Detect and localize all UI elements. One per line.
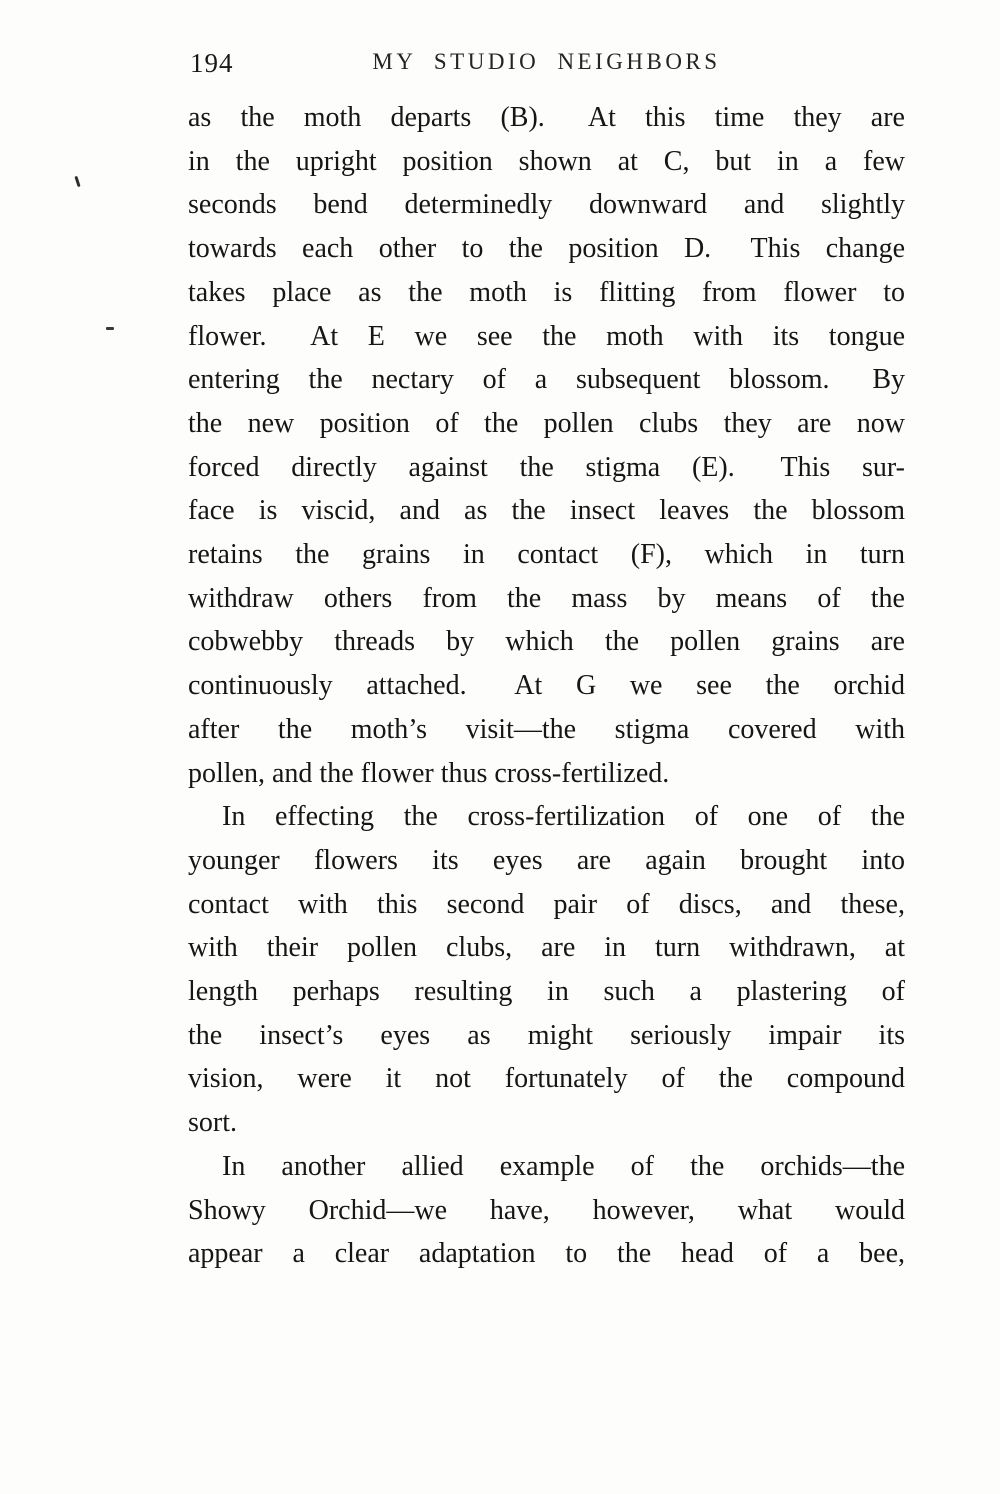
text-line: face is viscid, and as the insect leaves the blossom bbox=[188, 495, 905, 527]
text-line: continuously attached. At G we see the orchid bbox=[188, 670, 905, 702]
text-line: Showy Orchid—we have, however, what would bbox=[188, 1194, 905, 1226]
text-line: younger flowers its eyes are again brought into bbox=[188, 844, 905, 876]
text-line: entering the nectary of a subsequent blossom. By bbox=[188, 364, 905, 396]
paragraph-3 bbox=[188, 1145, 905, 1276]
text-line: length perhaps resulting in such a plastering of bbox=[188, 976, 905, 1008]
text-line: the insect’s eyes as might seriously impair its bbox=[188, 1019, 905, 1051]
text-line: vision, were it not fortunately of the compound bbox=[188, 1063, 905, 1095]
text-line: withdraw others from the mass by means of the bbox=[188, 582, 905, 614]
text-line: after the moth’s visit—the stigma covered with bbox=[188, 713, 905, 745]
paragraph-2 bbox=[188, 795, 905, 1145]
text-line: forced directly against the stigma (E). This sur- bbox=[188, 451, 905, 483]
text-line: in the upright position shown at C, but in a few bbox=[188, 145, 905, 177]
text-line: flower. At E we see the moth with its tongue bbox=[188, 320, 905, 352]
text-line: sort. bbox=[188, 1107, 237, 1139]
scan-artifact bbox=[106, 327, 114, 330]
text-line: seconds bend determinedly downward and slightly bbox=[188, 189, 905, 221]
text-line: In effecting the cross-fertilization of one of the bbox=[222, 801, 905, 833]
text-line: cobwebby threads by which the pollen grains are bbox=[188, 626, 905, 658]
text-line: contact with this second pair of discs, and these, bbox=[188, 888, 905, 920]
running-header-title: MY STUDIO NEIGHBORS bbox=[372, 49, 721, 74]
page-header bbox=[188, 46, 905, 80]
paragraph-1 bbox=[188, 96, 905, 795]
scan-artifact bbox=[74, 176, 80, 187]
text-line: as the moth departs (B). At this time they are bbox=[188, 102, 905, 133]
page-body bbox=[188, 96, 905, 1276]
text-line: pollen, and the flower thus cross-fertilized. bbox=[188, 757, 670, 789]
text-line: appear a clear adaptation to the head of a bee, bbox=[188, 1238, 905, 1270]
page-number: 194 bbox=[190, 48, 234, 78]
text-line: with their pollen clubs, are in turn withdrawn, at bbox=[188, 932, 905, 964]
text-line: In another allied example of the orchids—the bbox=[222, 1150, 905, 1182]
text-line: towards each other to the position D. This change bbox=[188, 233, 905, 265]
text-line: the new position of the pollen clubs they are now bbox=[188, 407, 905, 439]
text-line: takes place as the moth is flitting from flower to bbox=[188, 276, 905, 308]
text-line: retains the grains in contact (F), which in turn bbox=[188, 539, 905, 571]
